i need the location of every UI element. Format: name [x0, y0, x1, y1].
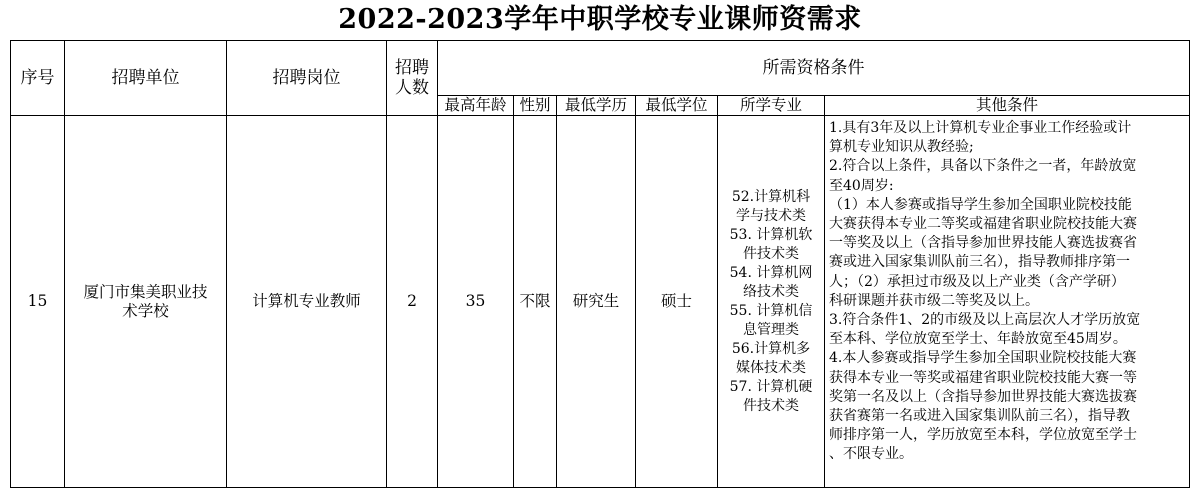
major-line: 息管理类 [743, 321, 799, 338]
other-line: 大赛获得本专业二等奖或福建省职业院校技能大赛 [829, 216, 1137, 233]
header-gender: 性别 [514, 96, 557, 116]
other-line: 3.符合条件1、2的市级及以上高层次人才学历放宽 [829, 312, 1141, 329]
other-line: 奖第一名及以上（含指导参加世界技能大赛选拔赛 [829, 388, 1137, 405]
major-line: 57. 计算机硬 [729, 378, 813, 395]
header-count: 招聘人数 [387, 41, 438, 116]
other-line: 人；（2）承担过市级及以上产业类（含产学研） [829, 273, 1125, 290]
major-line: 件技术类 [743, 397, 799, 414]
cell-other [825, 116, 1190, 488]
requirements-table [10, 40, 1190, 488]
other-line: 获得本专业一等奖或福建省职业院校技能大赛一等 [829, 369, 1137, 386]
cell-index: 15 [11, 116, 65, 488]
major-line: 52.计算机科 [731, 188, 811, 205]
header-max-age: 最高年龄 [438, 96, 514, 116]
major-line: 54. 计算机网 [729, 264, 813, 281]
major-line: 53. 计算机软 [729, 226, 813, 243]
major-line: 媒体技术类 [736, 359, 806, 376]
cell-count: 2 [387, 116, 438, 488]
cell-gender: 不限 [514, 116, 557, 488]
other-line: 算机专业知识从教经验; [829, 139, 974, 156]
header-min-education: 最低学历 [557, 96, 636, 116]
header-unit: 招聘单位 [65, 41, 227, 116]
other-line: 1.具有3年及以上计算机专业企事业工作经验或计 [829, 120, 1132, 136]
major-line: 56.计算机多 [731, 340, 811, 357]
cell-major [718, 116, 825, 488]
other-line: （1）本人参赛或指导学生参加全国职业院校技能 [829, 196, 1132, 213]
other-line: 一等奖及以上（含指导参加世界技能人赛选拔赛省 [829, 235, 1137, 252]
header-index: 序号 [11, 41, 65, 116]
major-line: 学与技术类 [736, 207, 806, 224]
other-line: 获省赛第一名或进入国家集训队前三名），指导教 [829, 408, 1130, 425]
other-line: 4.本人参赛或指导学生参加全国职业院校技能大赛 [829, 350, 1137, 367]
header-position: 招聘岗位 [227, 41, 387, 116]
cell-unit: 厦门市集美职业技术学校 [65, 116, 227, 488]
cell-min-education: 研究生 [557, 116, 636, 488]
page-title: 2022-2023学年中职学校专业课师资需求 [338, 4, 862, 35]
other-line: 师排序第一人，学历放宽至本科，学位放宽至学士 [829, 427, 1137, 444]
major-line: 络技术类 [743, 283, 799, 300]
cell-min-degree: 硕士 [636, 116, 718, 488]
cell-position: 计算机专业教师 [227, 116, 387, 488]
header-other: 其他条件 [825, 96, 1190, 116]
other-line: 、不限专业。 [829, 446, 913, 463]
header-row-top [11, 41, 1190, 96]
other-line: 至40周岁: [829, 177, 894, 194]
header-requirements: 所需资格条件 [438, 41, 1190, 96]
header-major: 所学专业 [718, 96, 825, 116]
header-min-degree: 最低学位 [636, 96, 718, 116]
other-line: 至本科、学位放宽至学士、年龄放宽至45周岁。 [829, 331, 1127, 348]
other-line: 2.符合以上条件，具备以下条件之一者，年龄放宽 [829, 158, 1137, 175]
cell-max-age: 35 [438, 116, 514, 488]
major-line: 55. 计算机信 [729, 302, 813, 319]
other-line: 科研课题并获市级二等奖及以上。 [829, 292, 1039, 309]
major-line: 件技术类 [743, 245, 799, 262]
other-line: 赛或进入国家集训队前三名），指导教师排序第一 [829, 254, 1130, 271]
table-row [11, 116, 1190, 488]
